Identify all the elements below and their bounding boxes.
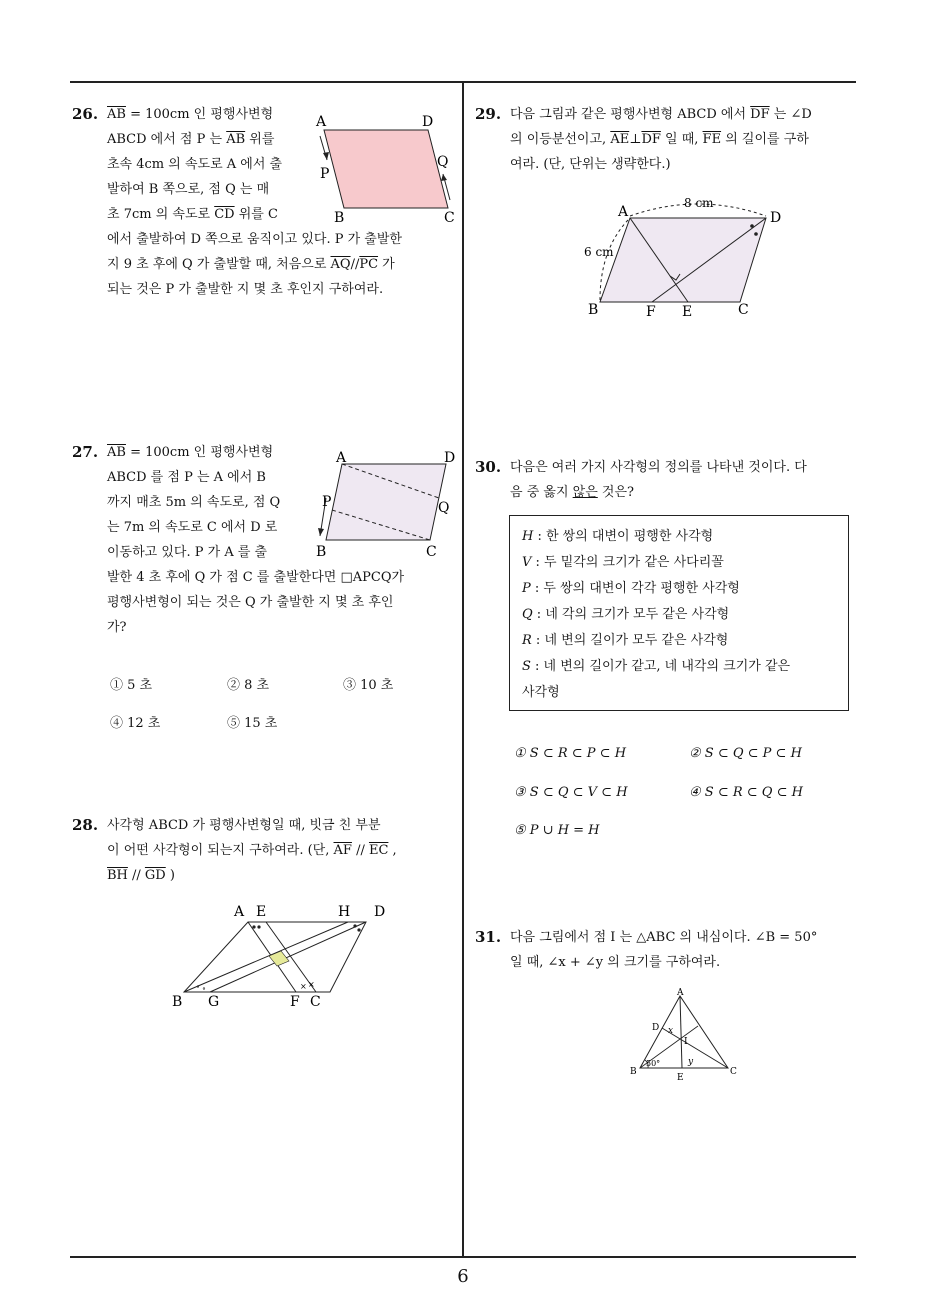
vertex-C: C (730, 1067, 737, 1077)
point-P: P (320, 166, 330, 182)
choice-1[interactable]: ① 5 초 (110, 678, 153, 693)
vertex-B: B (172, 994, 183, 1010)
choice-1[interactable]: ① S ⊂ R ⊂ P ⊂ H (514, 746, 627, 761)
point-D: D (652, 1023, 660, 1033)
figure-28 (170, 900, 400, 1010)
vertex-B: B (334, 210, 345, 226)
problem-text: 다음 그림과 같은 평행사변형 ABCD 에서 $\overline{DF}$ 는 ∠D 의 이등분선이고, $\overline{AE}\perp\overline{DF}$ 일 때, $\overline{FE}$ 의 길이를 구하 여라. (단, 단위는 생략한다.) (510, 107, 812, 172)
vertex-D: D (374, 904, 386, 920)
choice-3[interactable]: ③ S ⊂ Q ⊂ V ⊂ H (514, 785, 628, 800)
problem-29 (475, 102, 855, 182)
vertex-A: A (316, 114, 327, 130)
vertex-B: B (588, 302, 599, 318)
problem-number: 30. (475, 458, 502, 476)
vertex-D: D (422, 114, 434, 130)
point-E: E (682, 304, 693, 320)
problem-number: 29. (475, 105, 502, 123)
vertex-A: A (677, 988, 684, 998)
choice-5[interactable]: ⑤ 15 초 (227, 716, 278, 731)
vertex-A: A (618, 204, 629, 220)
point-F: F (290, 994, 300, 1010)
angle-y: y (688, 1057, 694, 1067)
point-I: I (684, 1037, 688, 1047)
problem-28 (72, 813, 462, 893)
vertex-D: D (444, 450, 456, 466)
point-H: H (338, 904, 351, 920)
vertex-C: C (444, 210, 455, 226)
vertex-A: A (234, 904, 245, 920)
vertex-C: C (426, 544, 437, 560)
point-E: E (677, 1073, 684, 1083)
problem-number: 31. (475, 928, 502, 946)
choice-4[interactable]: ④ S ⊂ R ⊂ Q ⊂ H (689, 785, 803, 800)
problem-text: $\overline{AB} = 100cm$ 인 평행사변형 ABCD 에서 점 P 는 $\overline{AB}$ 위를 초속 4cm 의 속도로 A 에서 출 발하여 B 쪽으로, 점 Q 는 매 초 7cm 의 속도로 $\overline{CD}$ 위를 C 에서 출발하여 D 쪽으로 움직이고 있다. P 가 출발한 지 9 초 후에 Q 가 출발할 때, 처음으로 $\overline{AQ}//\overline{PC}$ 가 되는 것은 P 가 출발한 지 몇 초 후인지 구하여라. (107, 107, 402, 297)
vertex-D: D (770, 210, 782, 226)
point-E: E (256, 904, 267, 920)
page-number: 6 (457, 1266, 469, 1287)
vertex-C: C (310, 994, 321, 1010)
choice-2[interactable]: ② 8 초 (227, 678, 270, 693)
side-label-6cm: 6 cm (584, 245, 614, 259)
problem-number: 27. (72, 443, 99, 461)
problem-text: 다음은 여러 가지 사각형의 정의를 나타낸 것이다. 다 음 중 옳지 않은 것은? (510, 460, 807, 500)
problem-31 (475, 925, 855, 980)
point-G: G (208, 994, 220, 1010)
problem-number: 28. (72, 816, 99, 834)
svg-text:×: × (300, 982, 307, 991)
side-label-8cm: 8 cm (684, 196, 714, 210)
point-Q: Q (437, 154, 449, 170)
bottom-rule (70, 1256, 856, 1258)
figure-29 (580, 190, 790, 326)
choice-4[interactable]: ④ 12 초 (110, 716, 161, 731)
vertex-B: B (630, 1067, 637, 1077)
figure-26 (310, 108, 462, 230)
figure-31 (626, 986, 746, 1086)
angle-x: x (668, 1026, 674, 1036)
vertex-A: A (336, 450, 347, 466)
problem-text: 다음 그림에서 점 I 는 △ABC 의 내심이다. ∠B = 50° 일 때, ∠x + ∠y 의 크기를 구하여라. (510, 930, 818, 970)
choice-3[interactable]: ③ 10 초 (343, 678, 394, 693)
svg-text:×: × (308, 980, 315, 989)
choice-5[interactable]: ⑤ P ∪ H = H (514, 823, 600, 838)
point-Q: Q (438, 500, 450, 516)
angle-B-label: 50° (646, 1059, 661, 1068)
svg-text:∘: ∘ (196, 982, 200, 991)
vertex-C: C (738, 302, 749, 318)
problem-text: 사각형 ABCD 가 평행사변형일 때, 빗금 친 부분 이 어떤 사각형이 되는지 구하여라. (단, $\overline{AF} // \overline{EC}$ , $\overline{BH} // \overline{GD}$ ) (107, 818, 397, 883)
problem-text: $\overline{AB} = 100cm$ 인 평행사변형 ABCD 를 점 P 는 A 에서 B 까지 매초 5m 의 속도로, 점 Q 는 7m 의 속도로 C 에서 D 로 이동하고 있다. P 가 A 를 출 발한 4 초 후에 Q 가 점 C 를 출발한다면 □APCQ가 평행사변형이 되는 것은 Q 가 출발한 지 몇 초 후인 가? (107, 445, 405, 635)
choice-2[interactable]: ② S ⊂ Q ⊂ P ⊂ H (689, 746, 802, 761)
vertex-B: B (316, 544, 327, 560)
point-F: F (646, 304, 656, 320)
column-divider (462, 82, 464, 1257)
svg-text:∘: ∘ (202, 984, 206, 993)
problem-number: 26. (72, 105, 99, 123)
definitions-box: H : 한 쌍의 대변이 평행한 사각형 V : 두 밑각의 크기가 같은 사다리꼴 P : 두 쌍의 대변이 각각 평행한 사각형 Q : 네 각의 크기가 모두 같은 사각형 R : 네 변의 길이가 모두 같은 사각형 S : 네 변의 길이가 같고, 네 내각의 크기가 같은 사각형 (509, 515, 849, 711)
point-P: P (322, 494, 332, 510)
problem-30 (475, 455, 855, 510)
figure-27 (312, 446, 462, 562)
